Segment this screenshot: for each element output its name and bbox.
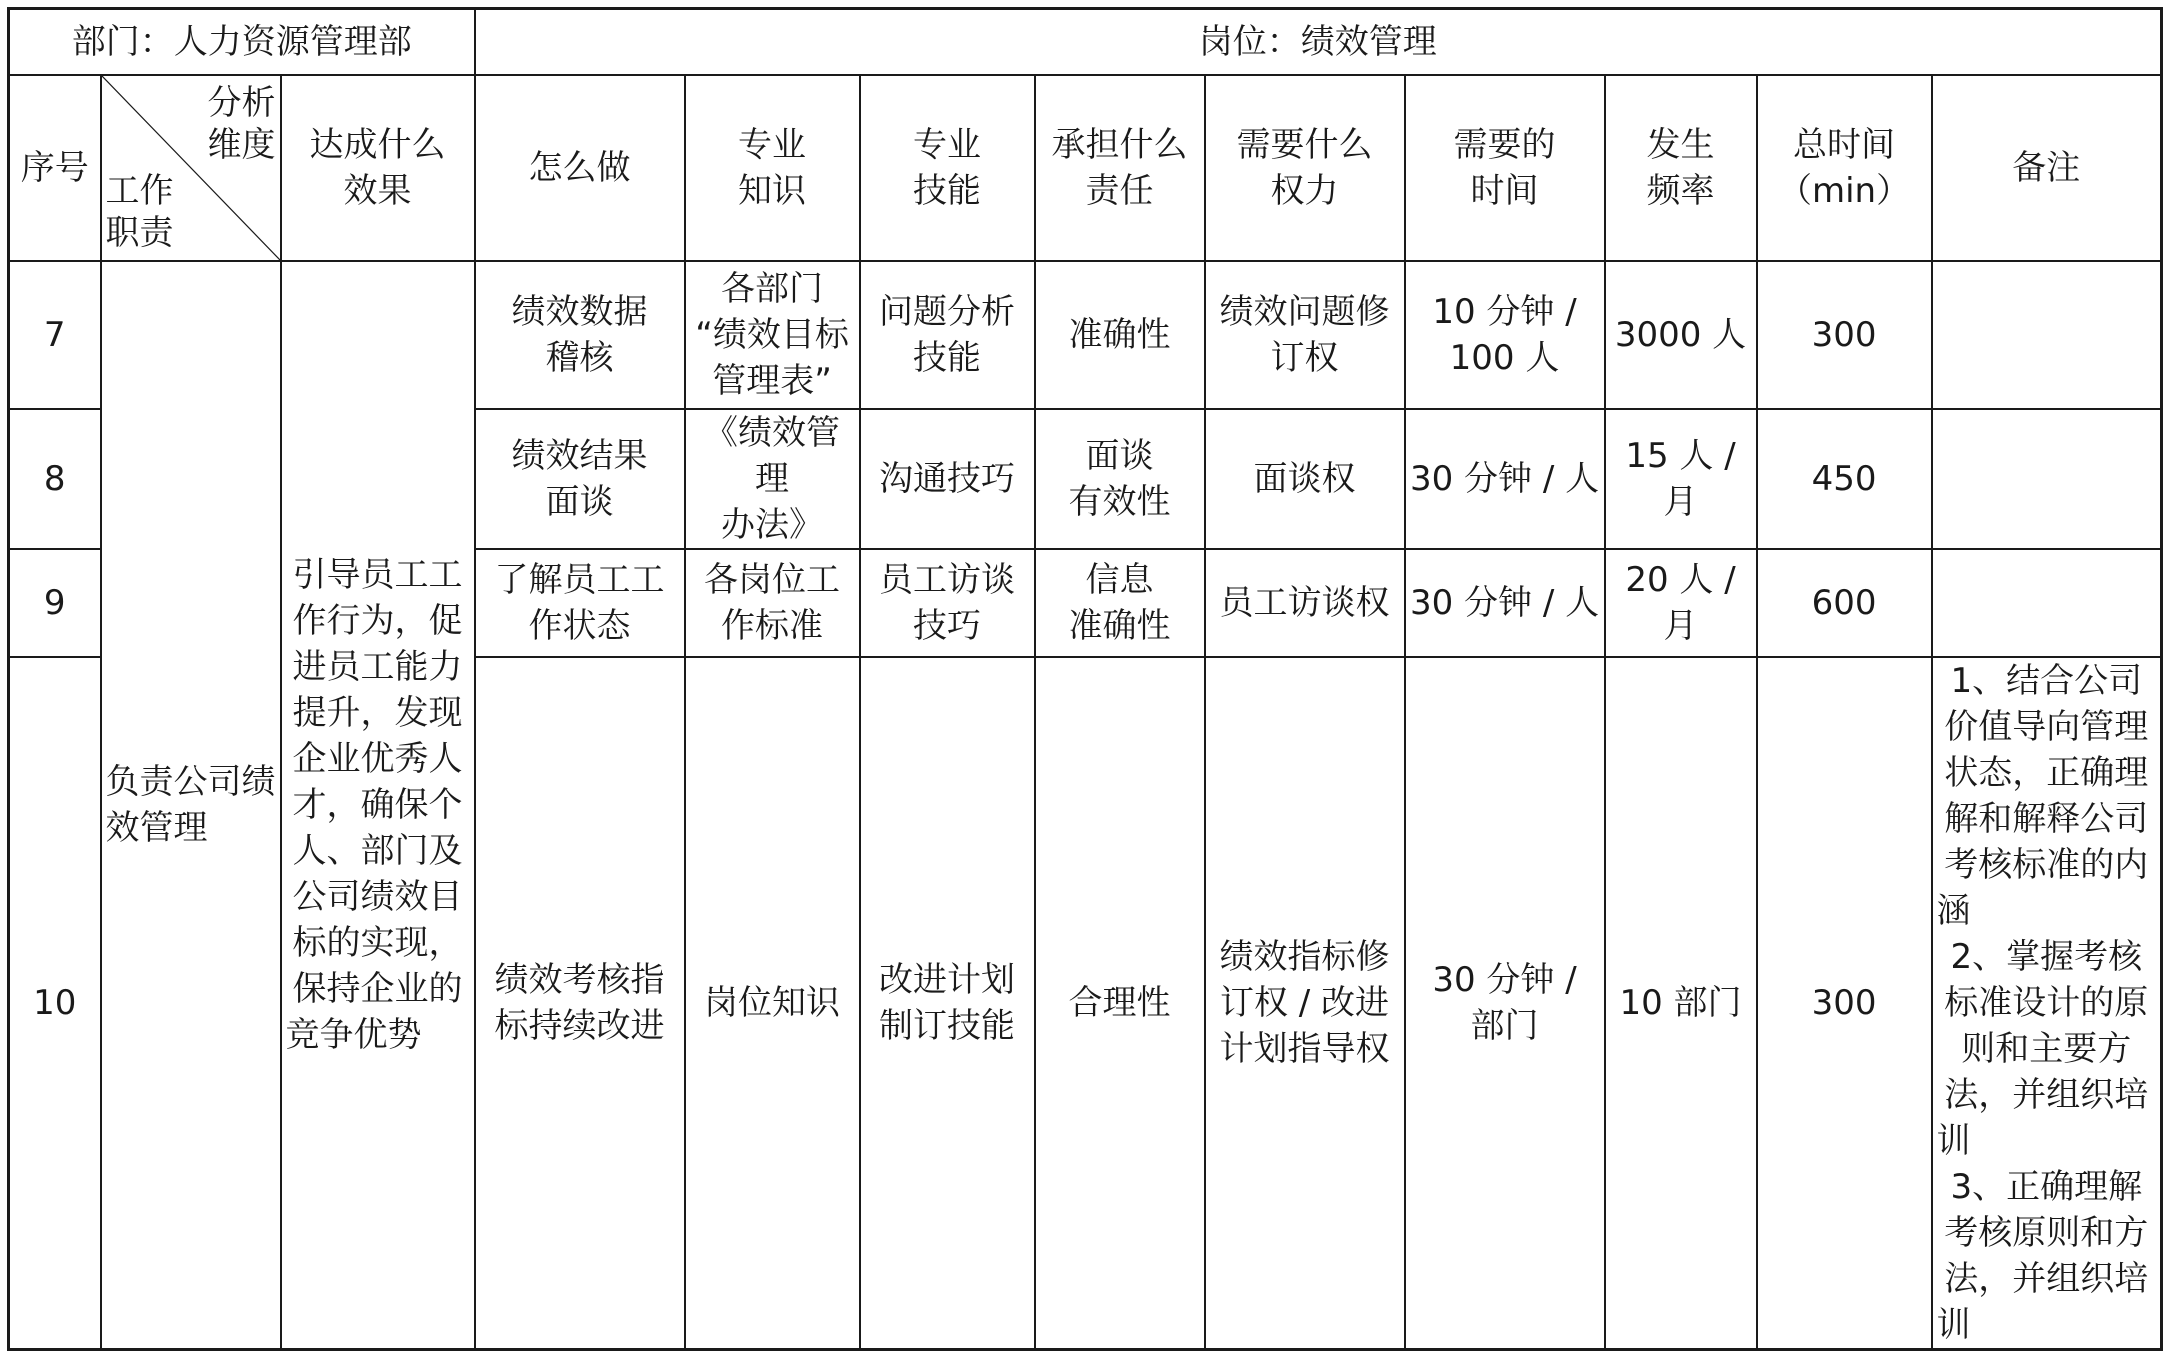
row-seq: 9 <box>9 549 101 657</box>
row-knowledge: 各岗位工 作标准 <box>685 549 860 657</box>
column-header-row <box>9 75 2162 261</box>
job-analysis-table <box>7 7 2163 1351</box>
row-time: 30 分钟 / 部门 <box>1405 657 1605 1350</box>
row-remark: 1、结合公司价值导向管理状态，正确理解和解释公司考核标准的内涵 2、掌握考核标准设计的原则和主要方法，并组织培训 3、正确理解考核原则和方法，并组织培训 <box>1932 657 2162 1350</box>
row-time: 30 分钟 / 人 <box>1405 409 1605 549</box>
row-knowledge: 各部门 “绩效目标 管理表” <box>685 261 860 409</box>
duty-cell: 负责公司绩效管理 <box>101 261 281 1350</box>
row-responsibility: 信息 准确性 <box>1035 549 1205 657</box>
row-skill: 问题分析 技能 <box>860 261 1035 409</box>
row-knowledge: 《绩效管理 办法》 <box>685 409 860 549</box>
col-remark: 备注 <box>1932 75 2162 261</box>
row-total: 300 <box>1757 261 1932 409</box>
job-analysis-sheet <box>7 7 2163 1351</box>
row-time: 10 分钟 / 100 人 <box>1405 261 1605 409</box>
row-skill: 员工访谈 技巧 <box>860 549 1035 657</box>
col-frequency: 发生 频率 <box>1605 75 1757 261</box>
row-frequency: 20 人 / 月 <box>1605 549 1757 657</box>
diag-label-dimension: 分析 维度 <box>207 82 276 165</box>
row-responsibility: 面谈 有效性 <box>1035 409 1205 549</box>
position-cell: 岗位：绩效管理 <box>475 9 2162 75</box>
col-effect: 达成什么 效果 <box>281 75 475 261</box>
row-time: 30 分钟 / 人 <box>1405 549 1605 657</box>
col-time: 需要的 时间 <box>1405 75 1605 261</box>
row-frequency: 10 部门 <box>1605 657 1757 1350</box>
row-frequency: 15 人 / 月 <box>1605 409 1757 549</box>
row-seq: 8 <box>9 409 101 549</box>
effect-cell: 引导员工工作行为，促进员工能力提升，发现企业优秀人才，确保个人、部门及公司绩效目标的实现，保持企业的竞争优势 <box>281 261 475 1350</box>
row-authority: 绩效问题修 订权 <box>1205 261 1405 409</box>
row-remark <box>1932 409 2162 549</box>
row-frequency: 3000 人 <box>1605 261 1757 409</box>
row-authority: 员工访谈权 <box>1205 549 1405 657</box>
header-row <box>9 9 2162 75</box>
col-diagonal-header <box>101 75 281 261</box>
row-seq: 10 <box>9 657 101 1350</box>
col-skill: 专业 技能 <box>860 75 1035 261</box>
col-seq: 序号 <box>9 75 101 261</box>
row-seq: 7 <box>9 261 101 409</box>
col-authority: 需要什么 权力 <box>1205 75 1405 261</box>
row-total: 300 <box>1757 657 1932 1350</box>
col-knowledge: 专业 知识 <box>685 75 860 261</box>
department-cell: 部门：人力资源管理部 <box>9 9 475 75</box>
row-how: 了解员工工 作状态 <box>475 549 685 657</box>
row-knowledge: 岗位知识 <box>685 657 860 1350</box>
row-skill: 沟通技巧 <box>860 409 1035 549</box>
row-how: 绩效数据 稽核 <box>475 261 685 409</box>
row-total: 600 <box>1757 549 1932 657</box>
row-responsibility: 准确性 <box>1035 261 1205 409</box>
table-row <box>9 261 2162 409</box>
row-remark <box>1932 549 2162 657</box>
row-authority: 面谈权 <box>1205 409 1405 549</box>
col-total: 总时间 （min） <box>1757 75 1932 261</box>
row-skill: 改进计划 制订技能 <box>860 657 1035 1350</box>
row-how: 绩效结果 面谈 <box>475 409 685 549</box>
row-remark <box>1932 261 2162 409</box>
row-total: 450 <box>1757 409 1932 549</box>
row-how: 绩效考核指 标持续改进 <box>475 657 685 1350</box>
row-authority: 绩效指标修 订权 / 改进 计划指导权 <box>1205 657 1405 1350</box>
row-responsibility: 合理性 <box>1035 657 1205 1350</box>
diag-label-duty: 工作 职责 <box>105 170 174 253</box>
col-responsibility: 承担什么 责任 <box>1035 75 1205 261</box>
col-how: 怎么做 <box>475 75 685 261</box>
